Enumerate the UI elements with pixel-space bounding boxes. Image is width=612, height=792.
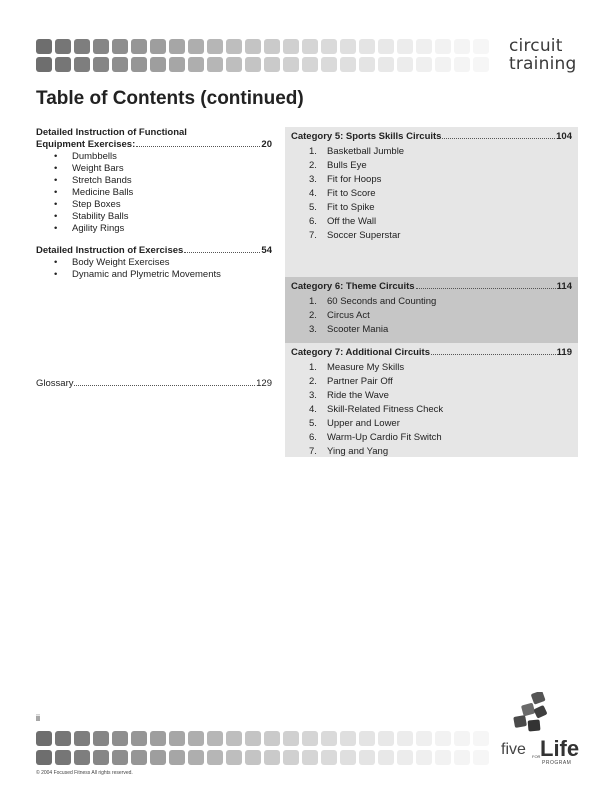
tile <box>359 731 375 746</box>
item-number: 7. <box>309 230 317 241</box>
tile <box>302 731 318 746</box>
tile <box>264 750 280 765</box>
list-item-label: 60 Seconds and Counting <box>327 296 437 307</box>
list-item <box>54 163 272 175</box>
toc-page-number: 54 <box>261 245 272 256</box>
list-item-label: Dumbbells <box>72 151 117 162</box>
toc-functional-label-2: Equipment Exercises: <box>36 139 136 150</box>
tile <box>359 57 375 72</box>
tile <box>36 39 52 54</box>
tile <box>378 57 394 72</box>
dot-leader <box>431 354 556 355</box>
logo-program-text: PROGRAM <box>542 760 572 766</box>
category-block <box>285 127 578 277</box>
toc-exercises <box>36 245 272 281</box>
page-number: ii <box>36 713 40 723</box>
exercises-list <box>54 257 272 281</box>
circuit-list <box>309 361 572 459</box>
tile <box>302 57 318 72</box>
list-item-label: Medicine Balls <box>72 187 134 198</box>
tile <box>264 57 280 72</box>
list-item <box>309 173 572 187</box>
left-column <box>36 127 272 389</box>
tile <box>74 750 90 765</box>
tile <box>416 57 432 72</box>
tile <box>150 731 166 746</box>
list-item <box>309 201 572 215</box>
tile <box>435 731 451 746</box>
tile <box>264 731 280 746</box>
tile <box>321 731 337 746</box>
tile <box>473 39 489 54</box>
list-item-label: Stretch Bands <box>72 175 132 186</box>
toc-entry-category[interactable] <box>291 347 572 359</box>
tile <box>302 39 318 54</box>
tile <box>93 731 109 746</box>
tile <box>131 731 147 746</box>
category-label: Category 5: Sports Skills Circuits <box>291 131 442 142</box>
tile <box>397 731 413 746</box>
tile <box>207 731 223 746</box>
list-item-label: Skill-Related Fitness Check <box>327 404 444 415</box>
header-tiles-row-1 <box>36 39 489 54</box>
item-number: 2. <box>309 310 317 321</box>
list-item-label: Stability Balls <box>72 211 129 222</box>
tile <box>188 731 204 746</box>
list-item-label: Agility Rings <box>72 223 125 234</box>
item-number: 4. <box>309 404 317 415</box>
bullet-icon: • <box>54 223 58 234</box>
toc-entry-exercises[interactable] <box>36 245 272 257</box>
tile <box>74 57 90 72</box>
tile <box>340 750 356 765</box>
tile <box>378 731 394 746</box>
item-number: 4. <box>309 188 317 199</box>
tile <box>169 39 185 54</box>
tile <box>454 39 470 54</box>
tile <box>93 750 109 765</box>
item-number: 2. <box>309 376 317 387</box>
list-item <box>54 269 272 281</box>
list-item <box>309 389 572 403</box>
tile <box>169 750 185 765</box>
list-item <box>54 151 272 163</box>
list-item <box>309 215 572 229</box>
tile <box>454 731 470 746</box>
toc-entry-category[interactable] <box>291 281 572 293</box>
dot-leader <box>416 288 556 289</box>
tile <box>112 57 128 72</box>
list-item-label: Off the Wall <box>327 216 377 227</box>
tile <box>131 57 147 72</box>
tile <box>245 731 261 746</box>
toc-page-number: 20 <box>261 139 272 150</box>
tile <box>55 39 71 54</box>
item-number: 1. <box>309 146 317 157</box>
tile <box>226 750 242 765</box>
bullet-icon: • <box>54 257 58 268</box>
tile <box>150 750 166 765</box>
tile <box>245 39 261 54</box>
tile <box>435 39 451 54</box>
list-item-label: Upper and Lower <box>327 418 400 429</box>
list-item-label: Scooter Mania <box>327 324 389 335</box>
list-item-label: Basketball Jumble <box>327 146 405 157</box>
right-column <box>285 127 578 457</box>
dot-leader <box>74 385 255 386</box>
five-for-life-logo <box>500 692 580 767</box>
list-item-label: Fit to Score <box>327 188 376 199</box>
toc-page-number: 129 <box>256 378 272 389</box>
tile <box>359 39 375 54</box>
list-item <box>54 211 272 223</box>
brand-line-2: training <box>509 54 577 74</box>
list-item-label: Circus Act <box>327 310 370 321</box>
list-item-label: Warm-Up Cardio Fit Switch <box>327 432 442 443</box>
bullet-icon: • <box>54 211 58 222</box>
list-item <box>54 187 272 199</box>
tile <box>150 57 166 72</box>
list-item <box>54 257 272 269</box>
tile <box>74 731 90 746</box>
logo-five-text: five <box>501 741 526 758</box>
item-number: 7. <box>309 446 317 457</box>
page-title: Table of Contents (continued) <box>36 88 304 109</box>
list-item-label: Weight Bars <box>72 163 124 174</box>
tile <box>112 39 128 54</box>
category-block <box>285 277 578 343</box>
tile <box>55 731 71 746</box>
tile <box>397 750 413 765</box>
list-item-label: Partner Pair Off <box>327 376 393 387</box>
list-item <box>54 175 272 187</box>
tile <box>55 750 71 765</box>
tile <box>283 731 299 746</box>
tile <box>473 57 489 72</box>
list-item <box>309 229 572 243</box>
list-item-label: Soccer Superstar <box>327 230 401 241</box>
tile <box>378 39 394 54</box>
tile <box>188 39 204 54</box>
tile <box>150 39 166 54</box>
list-item <box>54 199 272 211</box>
tile <box>454 57 470 72</box>
tile <box>321 57 337 72</box>
list-item-label: Measure My Skills <box>327 362 405 373</box>
tile <box>435 750 451 765</box>
tile <box>112 731 128 746</box>
tile <box>55 57 71 72</box>
toc-entry-functional[interactable] <box>36 139 272 151</box>
copyright-text: © 2004 Focused Fitness All rights reserved. <box>36 770 133 776</box>
tile <box>93 57 109 72</box>
bullet-icon: • <box>54 187 58 198</box>
tile <box>131 750 147 765</box>
tile <box>416 39 432 54</box>
tile <box>93 39 109 54</box>
toc-page-number: 104 <box>556 131 572 142</box>
item-number: 6. <box>309 432 317 443</box>
bullet-icon: • <box>54 199 58 210</box>
toc-page-number: 119 <box>556 347 572 358</box>
tile <box>359 750 375 765</box>
tile <box>226 731 242 746</box>
list-item <box>309 323 572 337</box>
list-item-label: Fit for Hoops <box>327 174 382 185</box>
list-item <box>309 445 572 459</box>
tile <box>283 57 299 72</box>
tile <box>340 57 356 72</box>
tile <box>188 750 204 765</box>
tile <box>131 39 147 54</box>
list-item-label: Dynamic and Plymetric Movements <box>72 269 221 280</box>
list-item <box>309 159 572 173</box>
tile <box>245 57 261 72</box>
tile <box>340 39 356 54</box>
tile <box>473 731 489 746</box>
item-number: 1. <box>309 296 317 307</box>
tile <box>36 57 52 72</box>
list-item-label: Ying and Yang <box>327 446 389 457</box>
item-number: 3. <box>309 324 317 335</box>
toc-functional-label-1: Detailed Instruction of Functional <box>36 127 187 138</box>
tile <box>226 39 242 54</box>
tile <box>169 731 185 746</box>
logo-for-text: FOR <box>532 754 541 759</box>
list-item <box>309 361 572 375</box>
tile <box>226 57 242 72</box>
brand-title <box>509 37 576 73</box>
list-item <box>54 223 272 235</box>
list-item-label: Body Weight Exercises <box>72 257 170 268</box>
list-item <box>309 431 572 445</box>
bullet-icon: • <box>54 163 58 174</box>
list-item <box>309 295 572 309</box>
toc-entry-category[interactable] <box>291 131 572 143</box>
tile <box>302 750 318 765</box>
tile <box>207 750 223 765</box>
tile <box>435 57 451 72</box>
footer-tiles-row-2 <box>36 750 489 765</box>
tile <box>454 750 470 765</box>
tile <box>397 57 413 72</box>
bullet-icon: • <box>54 269 58 280</box>
list-item-label: Fit to Spike <box>327 202 375 213</box>
toc-glossary-label: Glossary <box>36 378 74 389</box>
tile <box>321 39 337 54</box>
tile <box>283 39 299 54</box>
tile <box>283 750 299 765</box>
tile <box>36 750 52 765</box>
item-number: 5. <box>309 418 317 429</box>
list-item <box>309 403 572 417</box>
bullet-icon: • <box>54 175 58 186</box>
tile <box>207 57 223 72</box>
logo-life-text: Life <box>540 736 580 761</box>
tile <box>169 57 185 72</box>
tile <box>416 731 432 746</box>
brand-line-1: circuit <box>509 36 563 56</box>
functional-equipment-list <box>54 151 272 235</box>
tile <box>378 750 394 765</box>
category-label: Category 7: Additional Circuits <box>291 347 430 358</box>
tile <box>207 39 223 54</box>
dot-leader <box>184 252 260 253</box>
tile <box>397 39 413 54</box>
tile <box>36 731 52 746</box>
tile <box>74 39 90 54</box>
toc-page-number: 114 <box>556 281 572 292</box>
tile <box>264 39 280 54</box>
header-tiles-row-2 <box>36 57 489 72</box>
circuit-list <box>309 295 572 337</box>
list-item <box>309 145 572 159</box>
dot-leader <box>136 146 260 147</box>
bullet-icon: • <box>54 151 58 162</box>
item-number: 3. <box>309 390 317 401</box>
list-item-label: Bulls Eye <box>327 160 367 171</box>
list-item <box>309 309 572 323</box>
tile <box>321 750 337 765</box>
toc-exercises-label: Detailed Instruction of Exercises <box>36 245 184 256</box>
tile <box>245 750 261 765</box>
item-number: 1. <box>309 362 317 373</box>
item-number: 3. <box>309 174 317 185</box>
list-item-label: Ride the Wave <box>327 390 389 401</box>
tile <box>473 750 489 765</box>
list-item <box>309 417 572 431</box>
item-number: 2. <box>309 160 317 171</box>
category-block <box>285 343 578 457</box>
tile <box>112 750 128 765</box>
toc-entry-glossary[interactable] <box>36 378 272 390</box>
item-number: 5. <box>309 202 317 213</box>
category-label: Category 6: Theme Circuits <box>291 281 415 292</box>
item-number: 6. <box>309 216 317 227</box>
list-item-label: Step Boxes <box>72 199 121 210</box>
toc-functional-equipment <box>36 127 272 235</box>
list-item <box>309 187 572 201</box>
circuit-list <box>309 145 572 243</box>
list-item <box>309 375 572 389</box>
tile <box>340 731 356 746</box>
footer-tiles-row-1 <box>36 731 489 746</box>
dot-leader <box>442 138 555 139</box>
tile <box>416 750 432 765</box>
tile <box>188 57 204 72</box>
